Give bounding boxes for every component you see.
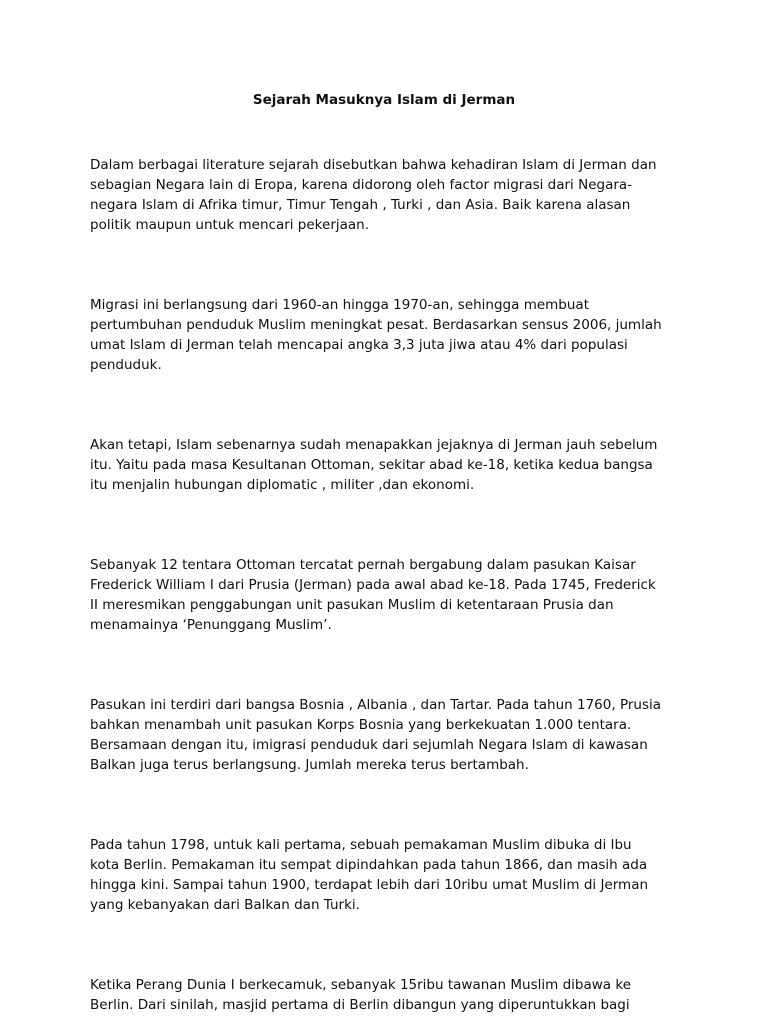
- paragraph-2: Migrasi ini berlangsung dari 1960-an hingga 1970-an, sehingga membuat pertumbuhan penduduk Muslim meningkat pesat. Berdasarkan sensus 2006, jumlah umat Islam di Jerman telah mencapai angka 3,3 juta jiwa atau 4% dari populasi penduduk.: [90, 297, 662, 373]
- document-body: [90, 155, 690, 1015]
- paragraph-7: Ketika Perang Dunia I berkecamuk, sebanyak 15ribu tawanan Muslim dibawa ke Berlin. Dari sinilah, masjid pertama di Berlin dibangun yang diperuntukkan bagi: [90, 977, 631, 1013]
- page-title: Sejarah Masuknya Islam di Jerman: [252, 92, 516, 108]
- paragraph-1: Dalam berbagai literature sejarah disebutkan bahwa kehadiran Islam di Jerman dan sebagian Negara lain di Eropa, karena didorong oleh factor migrasi dari Negara- negara Islam di Afrika timur, Timur Tengah , Turki , dan Asia. Baik karena alasan politik maupun untuk mencari pekerjaan.: [90, 157, 657, 233]
- paragraph-4: Sebanyak 12 tentara Ottoman tercatat pernah bergabung dalam pasukan Kaisar Frederick William I dari Prusia (Jerman) pada awal abad ke-18. Pada 1745, Frederick II meresmikan penggabungan unit pasukan Muslim di ketentaraan Prusia dan menamainya ‘Penunggang Muslim’.: [90, 557, 656, 633]
- paragraph-3: Akan tetapi, Islam sebenarnya sudah menapakkan jejaknya di Jerman jauh sebelum itu. Yaitu pada masa Kesultanan Ottoman, sekitar abad ke-18, ketika kedua bangsa itu menjalin hubungan diplomatic , militer ,dan ekonomi.: [90, 437, 658, 493]
- paragraph-6: Pada tahun 1798, untuk kali pertama, sebuah pemakaman Muslim dibuka di Ibu kota Berlin. Pemakaman itu sempat dipindahkan pada tahun 1866, dan masih ada hingga kini. Sampai tahun 1900, terdapat lebih dari 10ribu umat Muslim di Jerman yang kebanyakan dari Balkan dan Turki.: [90, 837, 649, 913]
- paragraph-5: Pasukan ini terdiri dari bangsa Bosnia , Albania , dan Tartar. Pada tahun 1760, Prusia bahkan menambah unit pasukan Korps Bosnia yang berkekuatan 1.000 tentara. Bersamaan dengan itu, imigrasi penduduk dari sejumlah Negara Islam di kawasan Balkan juga terus berlangsung. Jumlah mereka terus bertambah.: [90, 697, 662, 773]
